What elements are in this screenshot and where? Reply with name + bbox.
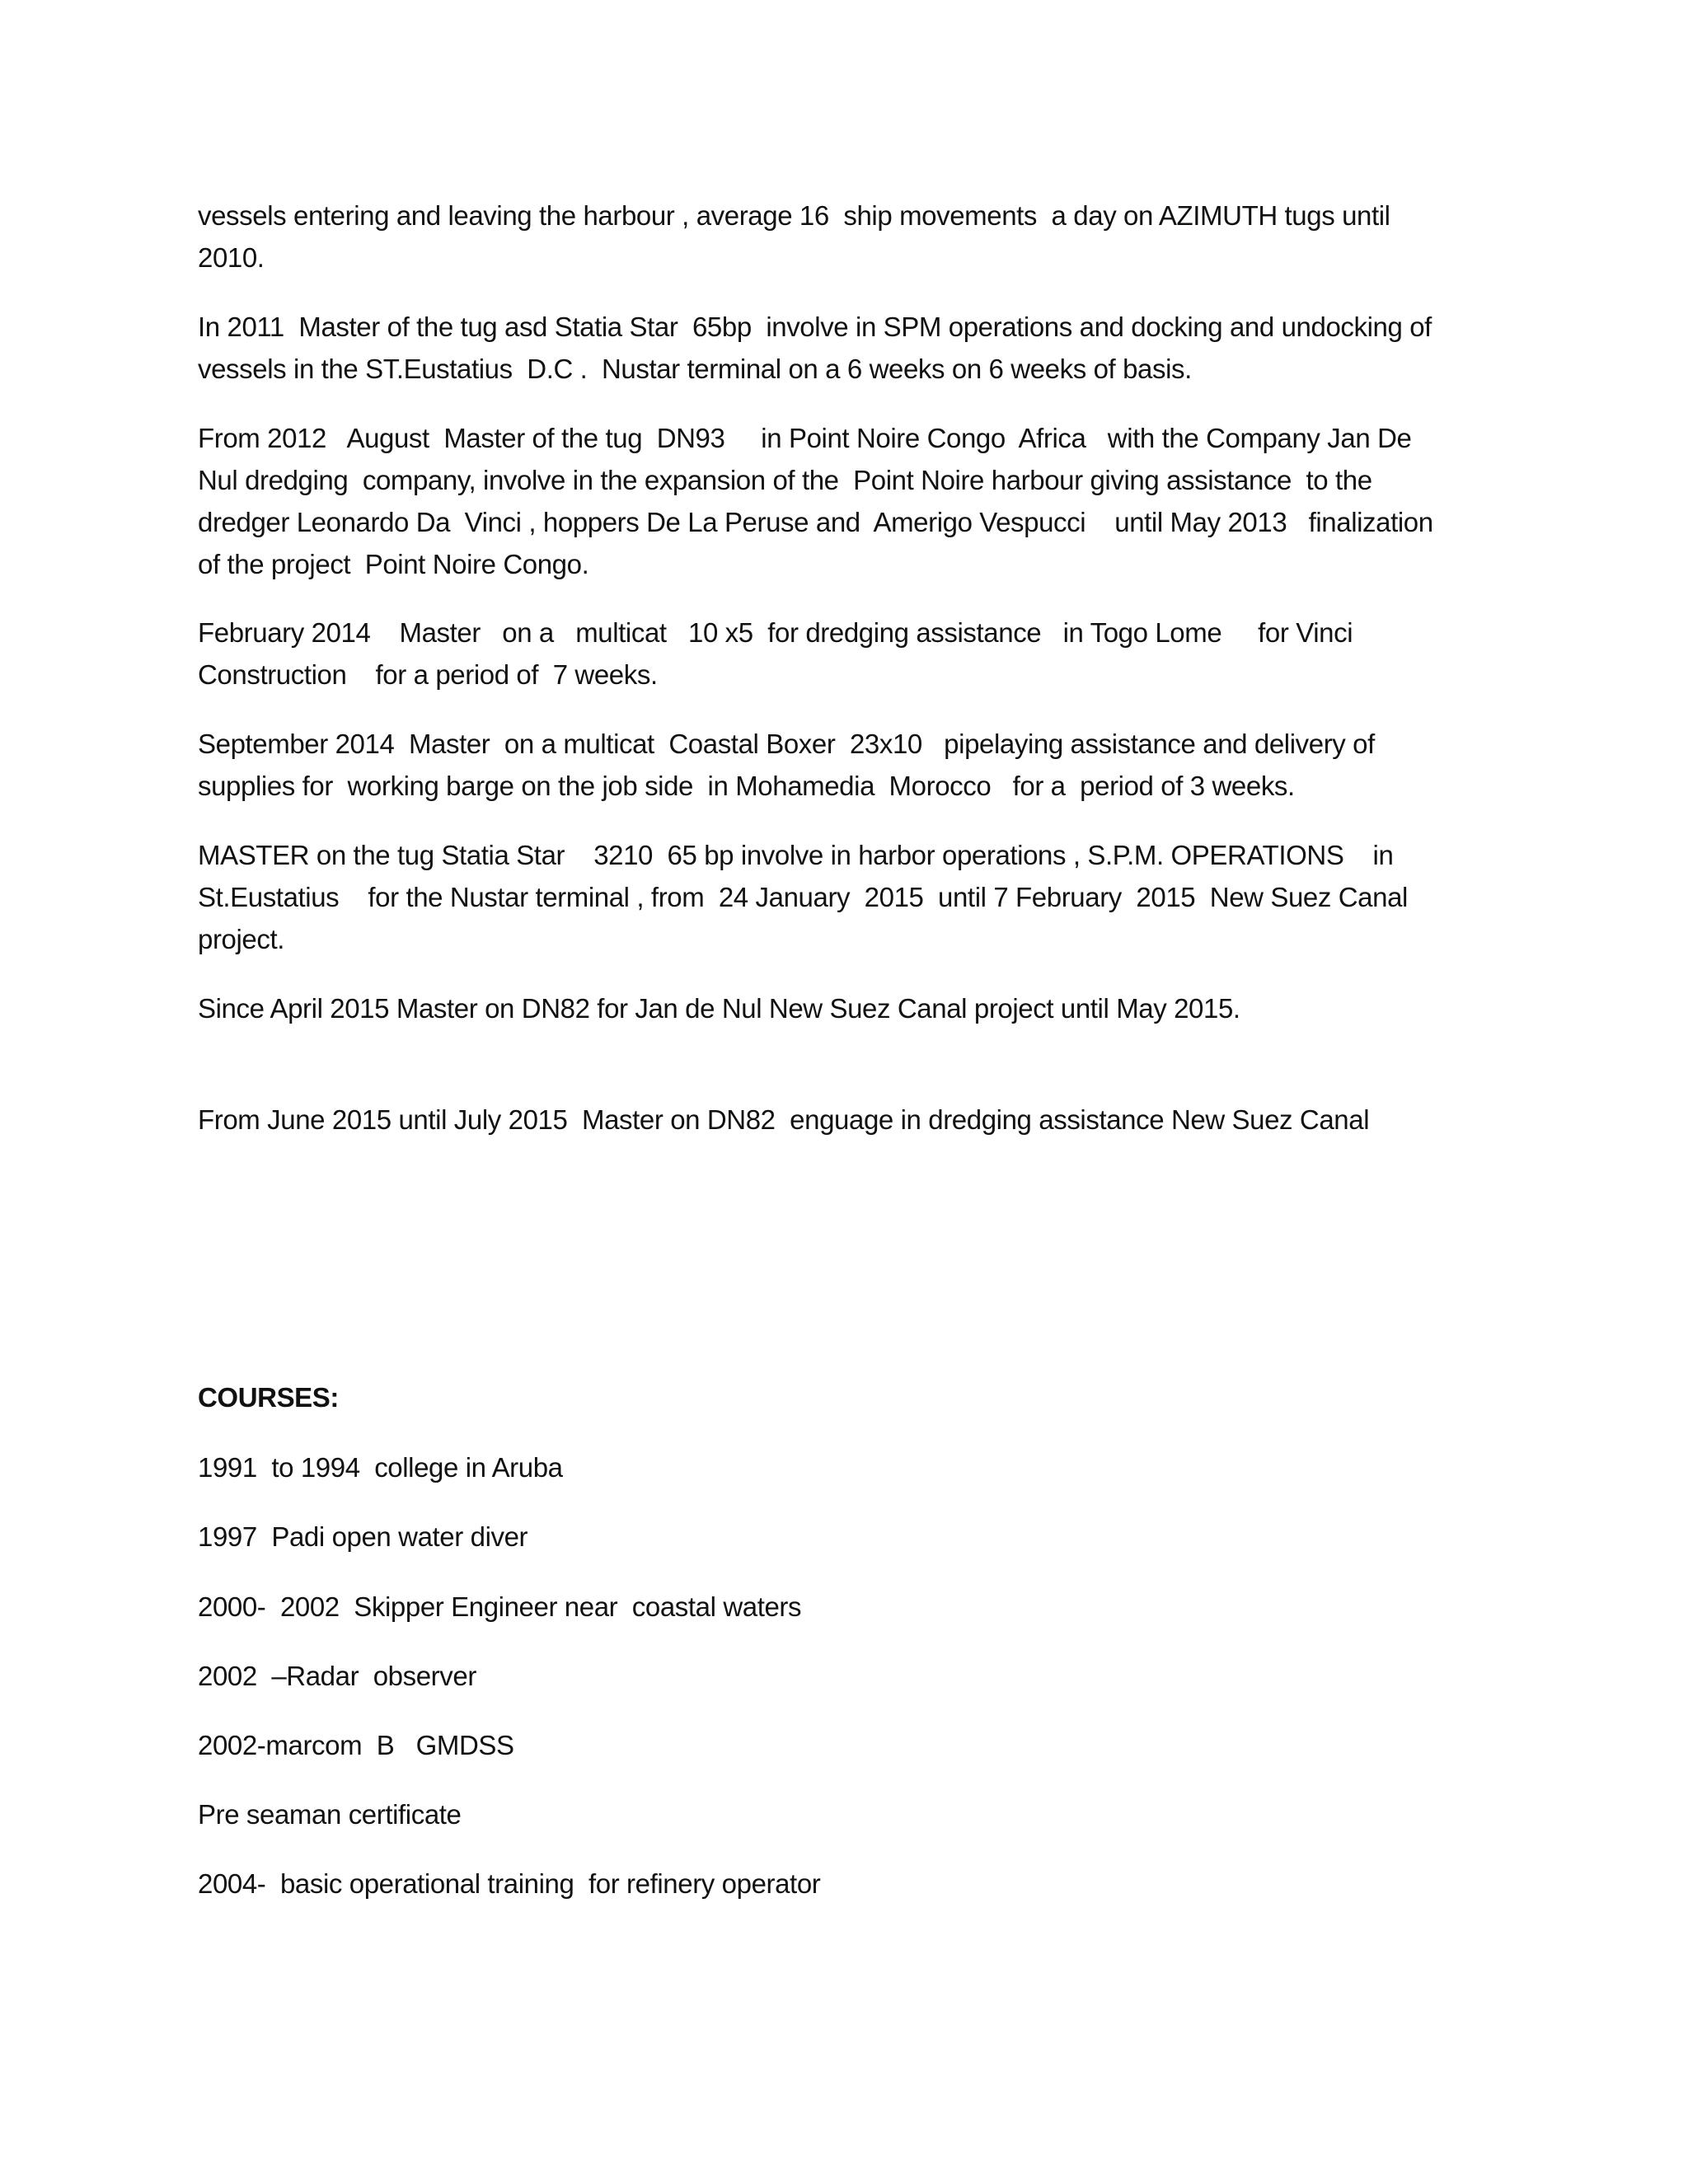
paragraph-line: Nul dredging company, involve in the expansion of the Point Noire harbour giving assistance to the bbox=[198, 465, 1372, 495]
experience-paragraph bbox=[198, 987, 1500, 1029]
paragraph-line: 2010. bbox=[198, 242, 265, 273]
experience-paragraph bbox=[198, 834, 1500, 960]
experience-paragraph bbox=[198, 1099, 1500, 1141]
paragraph-line: of the project Point Noire Congo. bbox=[198, 549, 589, 579]
paragraph-line: St.Eustatius for the Nustar terminal , from 24 January 2015 until 7 February 2015 New Suez Canal bbox=[198, 882, 1408, 912]
course-item: 1997 Padi open water diver bbox=[198, 1521, 528, 1552]
paragraph-line: From June 2015 until July 2015 Master on DN82 enguage in dredging assistance New Suez Canal bbox=[198, 1104, 1370, 1135]
paragraph-line: vessels entering and leaving the harbour , average 16 ship movements a day on AZIMUTH tugs until bbox=[198, 200, 1390, 231]
experience-paragraph bbox=[198, 417, 1500, 585]
paragraph-line: Construction for a period of 7 weeks. bbox=[198, 659, 658, 690]
experience-paragraph bbox=[198, 194, 1500, 279]
experience-paragraph bbox=[198, 612, 1500, 696]
course-item: 2002 –Radar observer bbox=[198, 1661, 476, 1691]
paragraph-line: project. bbox=[198, 924, 285, 954]
paragraph-line: Since April 2015 Master on DN82 for Jan de Nul New Suez Canal project until May 2015. bbox=[198, 993, 1240, 1024]
paragraph-line: supplies for working barge on the job side in Mohamedia Morocco for a period of 3 weeks. bbox=[198, 771, 1295, 801]
paragraph-line: dredger Leonardo Da Vinci , hoppers De La Peruse and Amerigo Vespucci until May 2013 finalization bbox=[198, 507, 1433, 537]
paragraph-line: In 2011 Master of the tug asd Statia Star 65bp involve in SPM operations and docking and undocking of bbox=[198, 312, 1432, 342]
paragraph-line: From 2012 August Master of the tug DN93 in Point Noire Congo Africa with the Company Jan De bbox=[198, 423, 1412, 453]
course-item: 2004- basic operational training for refinery operator bbox=[198, 1868, 821, 1899]
paragraph-line: September 2014 Master on a multicat Coastal Boxer 23x10 pipelaying assistance and delivery of bbox=[198, 729, 1375, 759]
course-item: 2000- 2002 Skipper Engineer near coastal waters bbox=[198, 1591, 802, 1622]
course-item: 2002-marcom B GMDSS bbox=[198, 1730, 514, 1760]
courses-heading: COURSES: bbox=[198, 1382, 339, 1413]
paragraph-line: February 2014 Master on a multicat 10 x5 for dredging assistance in Togo Lome for Vinci bbox=[198, 617, 1353, 648]
course-item: 1991 to 1994 college in Aruba bbox=[198, 1452, 563, 1483]
course-item: Pre seaman certificate bbox=[198, 1799, 462, 1830]
experience-paragraph bbox=[198, 306, 1500, 390]
paragraph-line: MASTER on the tug Statia Star 3210 65 bp involve in harbor operations , S.P.M. OPERATIONS in bbox=[198, 840, 1394, 870]
experience-paragraph bbox=[198, 723, 1500, 807]
paragraph-line: vessels in the ST.Eustatius D.C . Nustar terminal on a 6 weeks on 6 weeks of basis. bbox=[198, 354, 1192, 384]
